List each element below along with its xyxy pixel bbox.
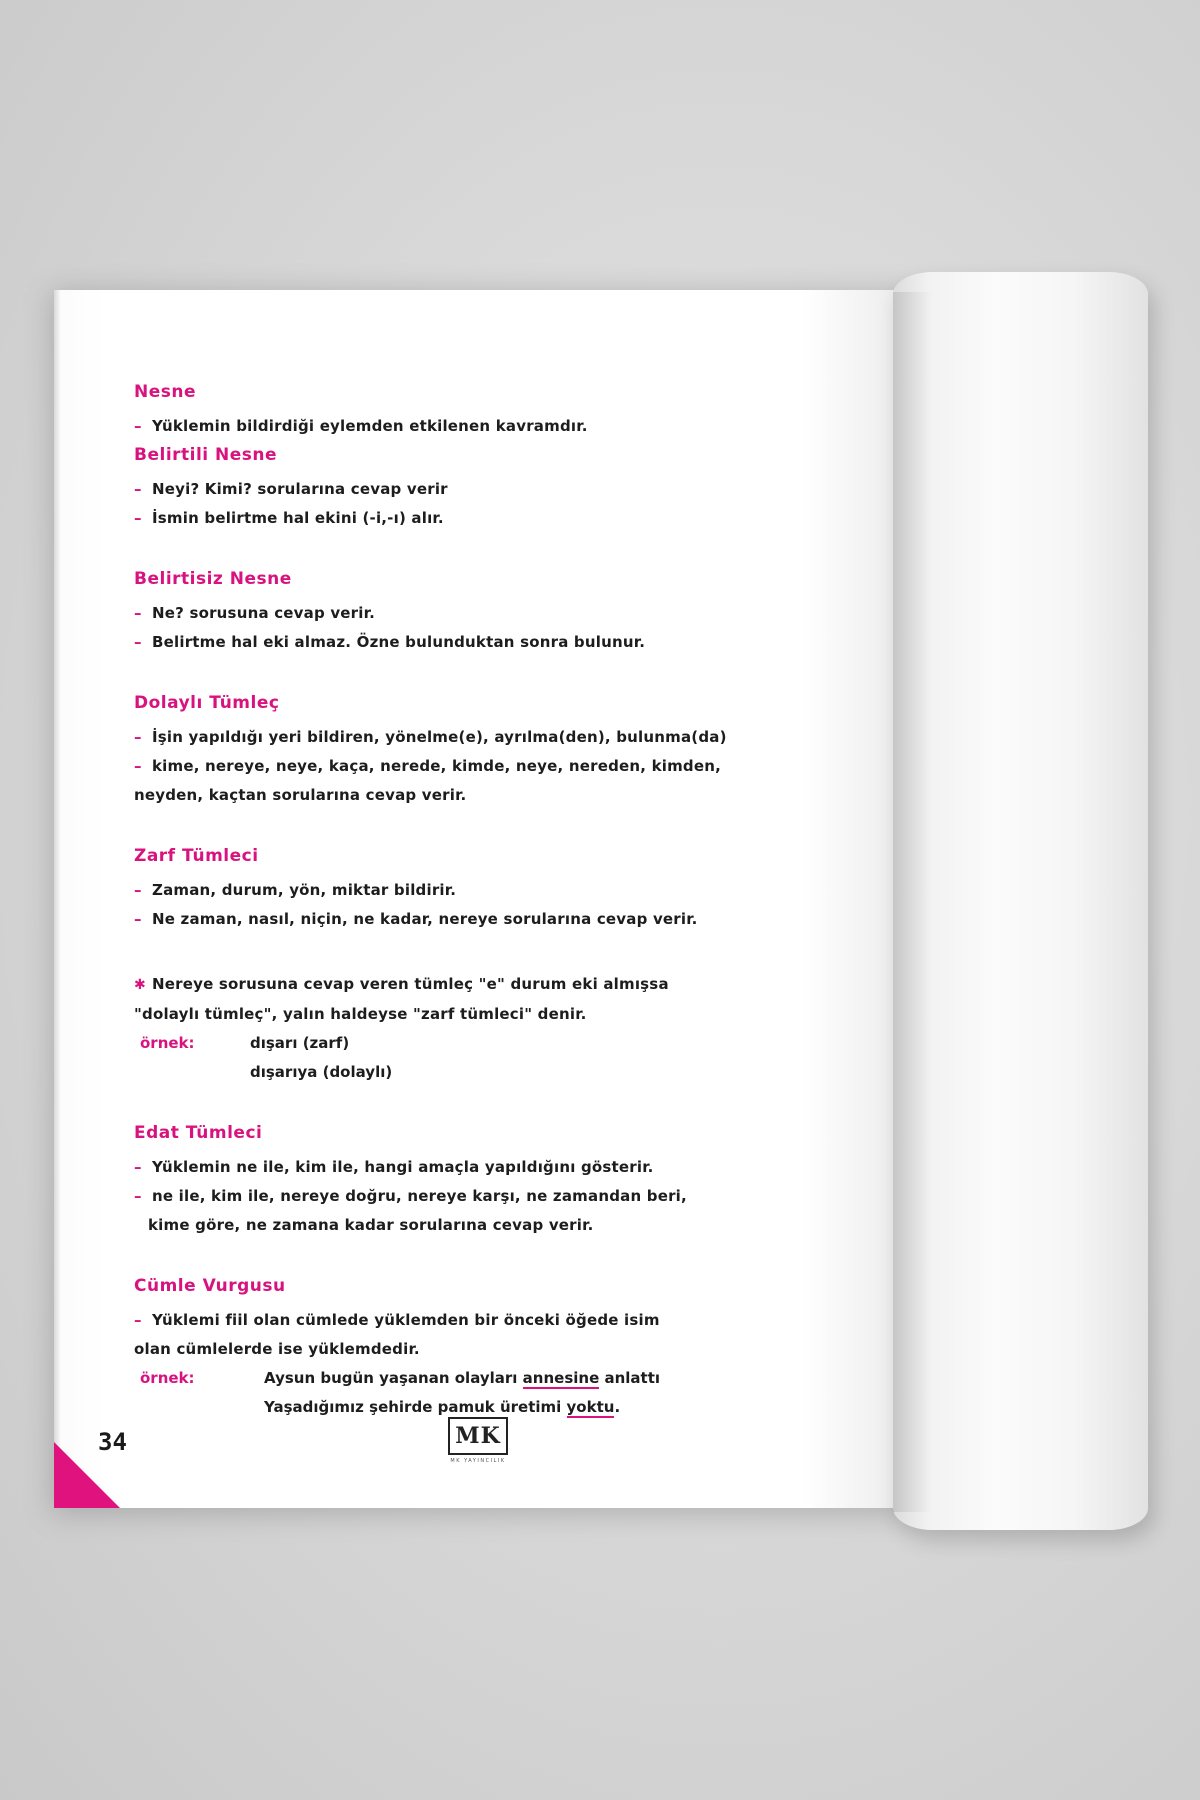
heading-belirtisiz-nesne: Belirtisiz Nesne [134,569,292,589]
text-line: – Yüklemi fiil olan cümlede yüklemden bir önceki öğede isim [134,1311,660,1329]
example-sentence: Yaşadığımız şehirde pamuk üretimi yoktu. [264,1398,621,1416]
text-line: – Neyi? Kimi? sorularına cevap verir [134,480,448,498]
text-line: – Ne? sorusuna cevap verir. [134,604,375,622]
text-line: – Yüklemin ne ile, kim ile, hangi amaçla yapıldığını gösterir. [134,1158,654,1176]
underlined-word: yoktu [566,1398,615,1416]
example-block [134,1029,874,1087]
text-line: kime göre, ne zamana kadar sorularına cevap verir. [148,1216,594,1234]
text-line: – Ne zaman, nasıl, niçin, ne kadar, nereye sorularına cevap verir. [134,910,698,928]
logo-subtext: MK YAYINCILIK [450,1458,506,1464]
text-line: – İşin yapıldığı yeri bildiren, yönelme(e), ayrılma(den), bulunma(da) [134,728,727,746]
text-line: "dolaylı tümleç", yalın haldeyse "zarf tümleci" denir. [134,1005,587,1023]
example-item: dışarı (zarf) [250,1034,350,1052]
example-label: örnek: [140,1034,195,1052]
text-line: – İsmin belirtme hal ekini (-i,-ı) alır. [134,509,444,527]
heading-cumle-vurgusu: Cümle Vurgusu [134,1276,286,1296]
text-line: olan cümlelerde ise yüklemdedir. [134,1340,420,1358]
logo-mark: MK [448,1417,508,1455]
rolled-page-shadow [893,292,933,1512]
section-zarf-tumleci [134,846,874,934]
section-cumle-vurgusu [134,1276,874,1422]
text-line: – Belirtme hal eki almaz. Özne bulunduktan sonra bulunur. [134,633,646,651]
example-label: örnek: [140,1369,195,1387]
example-block [134,1364,874,1422]
star-icon: ✱ [134,977,146,993]
example-sentence: Aysun bugün yaşanan olayları annesine anlattı [264,1369,661,1387]
section-belirtili-nesne [134,445,874,533]
example-item: dışarıya (dolaylı) [250,1063,393,1081]
text-line: – ne ile, kim ile, nereye doğru, nereye karşı, ne zamandan beri, [134,1187,687,1205]
heading-belirtili-nesne: Belirtili Nesne [134,445,278,465]
text-line: – kime, nereye, neye, kaça, nerede, kimde, neye, nereden, kimden, [134,757,722,775]
text-line: neyden, kaçtan sorularına cevap verir. [134,786,467,804]
heading-zarf-tumleci: Zarf Tümleci [134,846,259,866]
section-dolayli-tumlec [134,693,874,810]
book-page [54,290,904,1508]
section-nesne [134,382,874,441]
text-line: – Zaman, durum, yön, miktar bildirir. [134,881,457,899]
heading-nesne: Nesne [134,382,197,402]
underlined-word: annesine [522,1369,600,1387]
section-belirtisiz-nesne [134,569,874,657]
text-line: ✱ Nereye sorusuna cevap veren tümleç "e" durum eki almışsa [134,970,874,1000]
heading-dolayli-tumlec: Dolaylı Tümleç [134,693,280,713]
section-note [134,970,874,1087]
page-number: 34 [98,1428,127,1456]
heading-edat-tumleci: Edat Tümleci [134,1123,263,1143]
section-edat-tumleci [134,1123,874,1240]
publisher-logo [448,1417,508,1464]
text-line: – Yüklemin bildirdiği eylemden etkilenen kavramdır. [134,417,588,435]
page-content [134,382,874,1458]
